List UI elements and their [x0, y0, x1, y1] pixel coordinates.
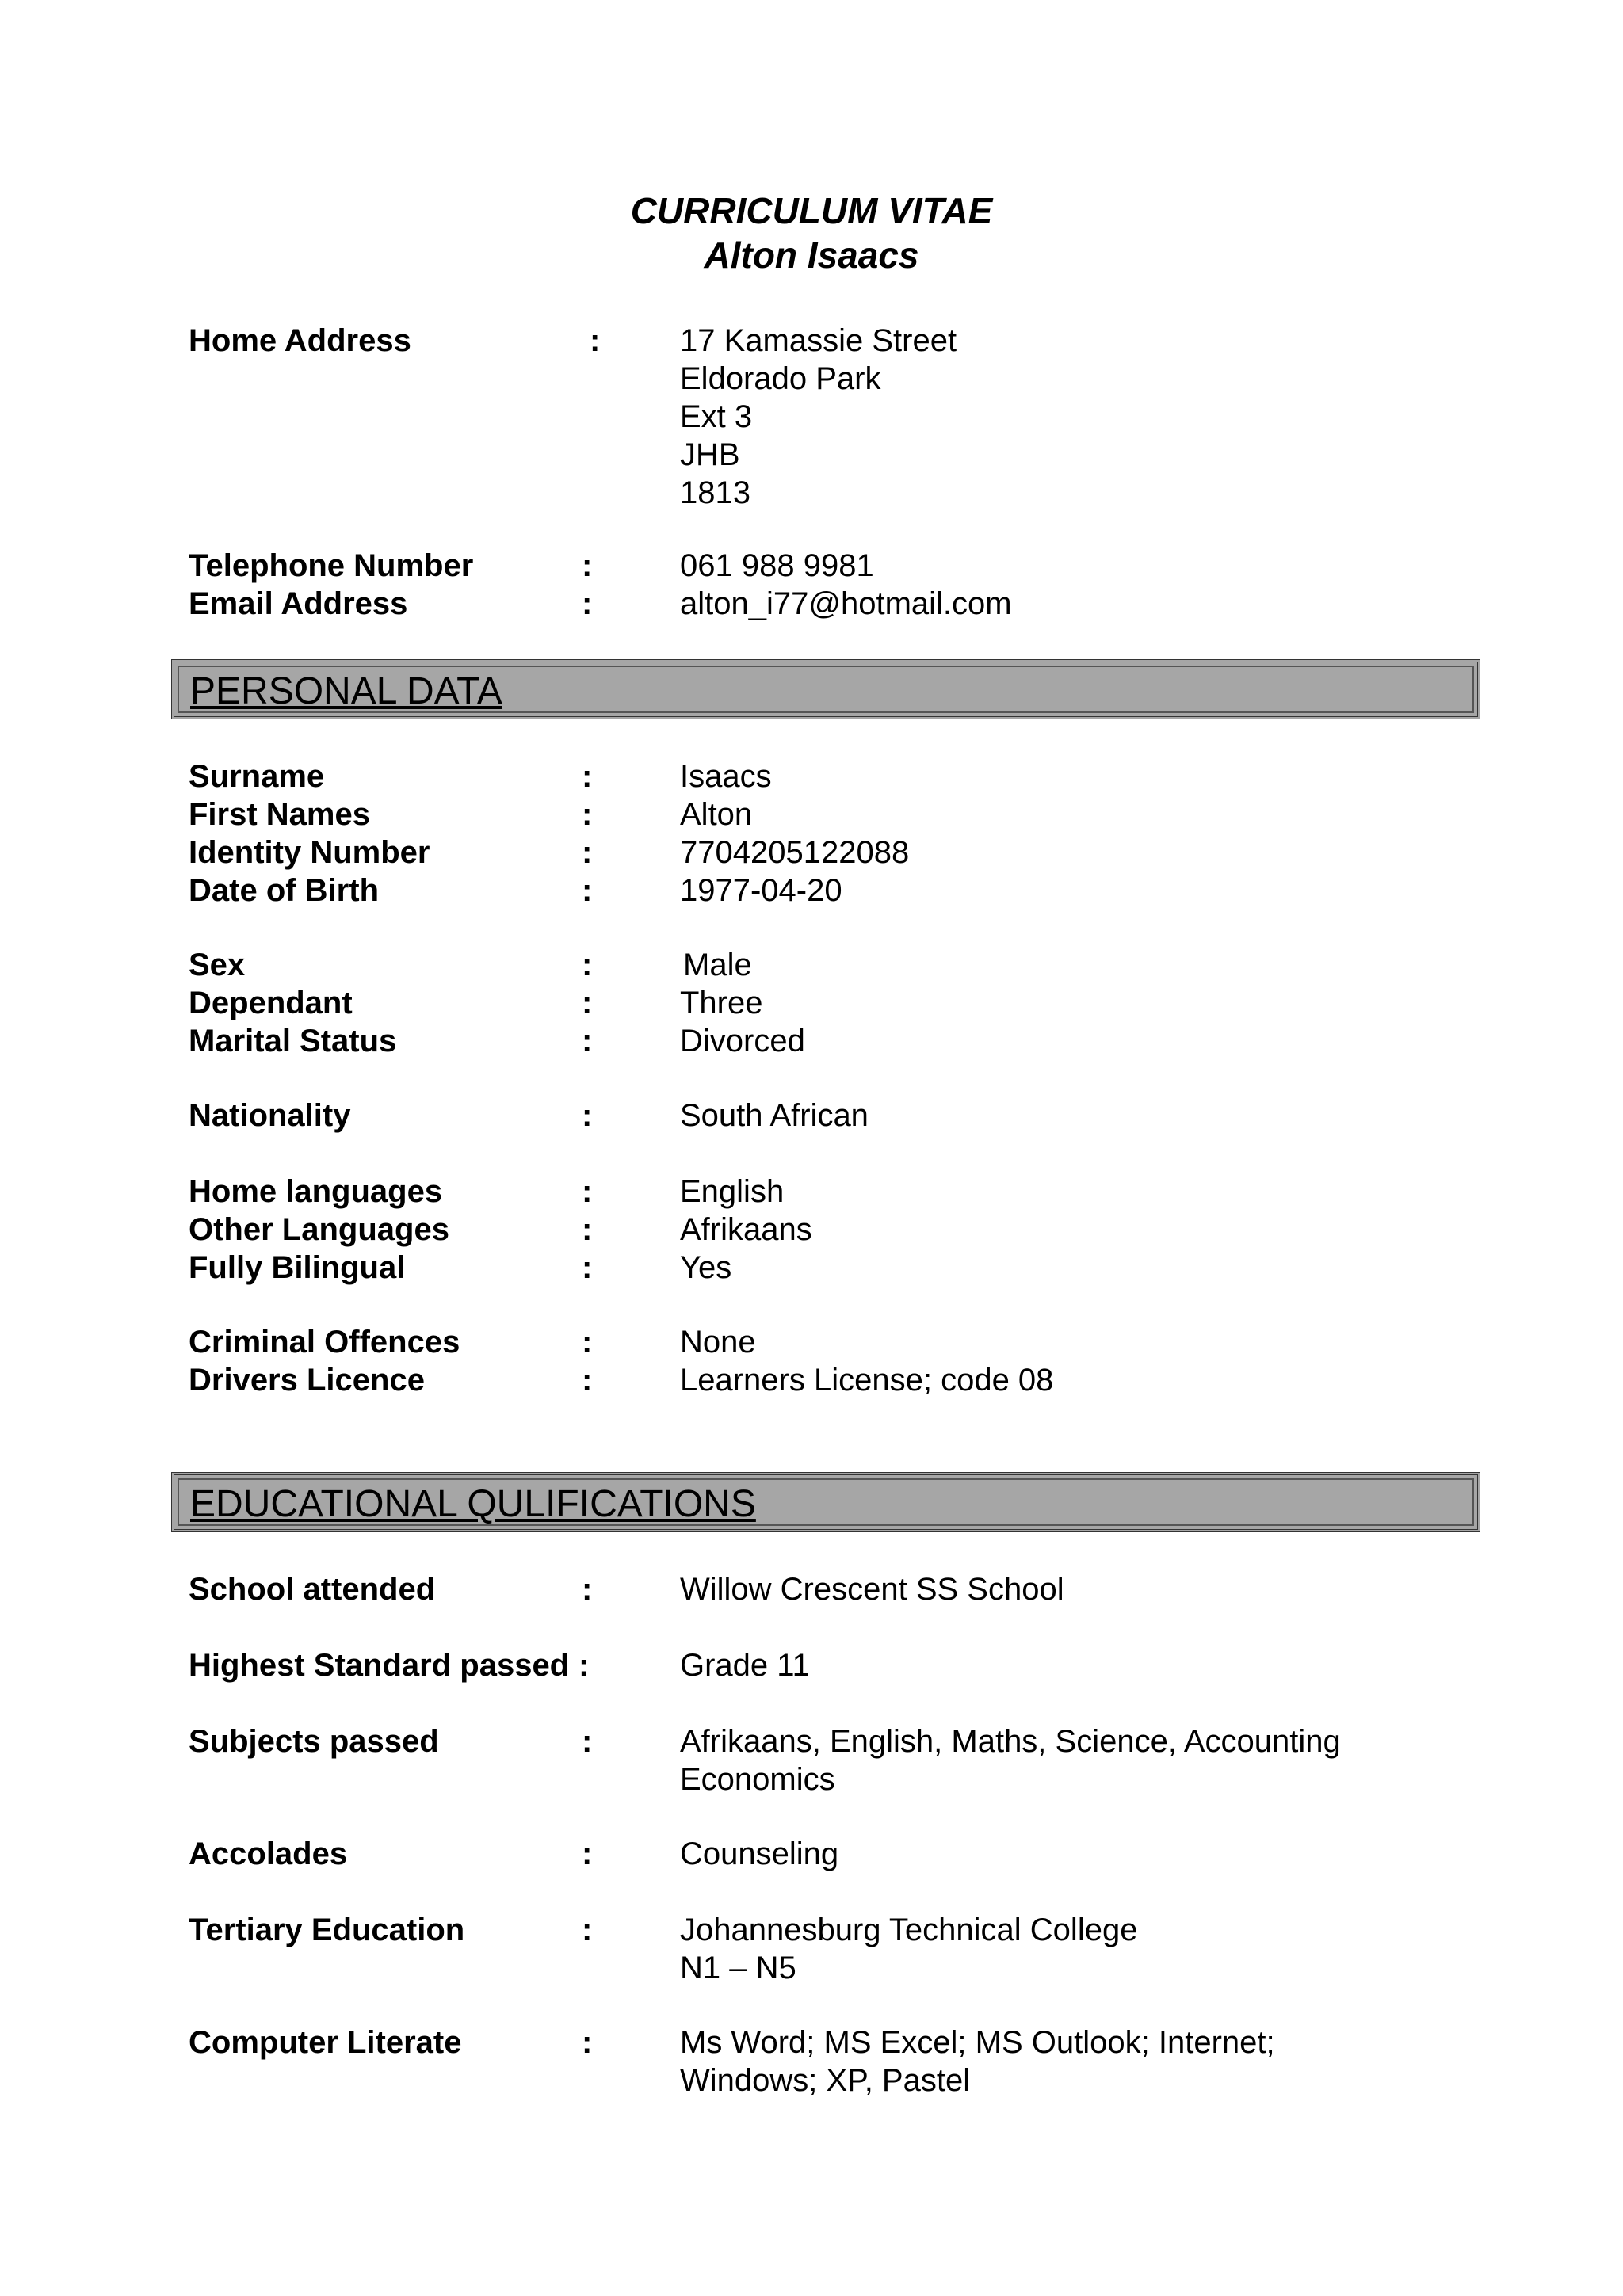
separator: : [582, 873, 593, 908]
separator: : [582, 1325, 593, 1360]
first-names-label: First Names [189, 797, 370, 832]
home-address-label: Home Address [189, 323, 411, 358]
date-of-birth-value: 1977-04-20 [680, 873, 842, 908]
separator: : [582, 1724, 593, 1759]
nationality-value: South African [680, 1098, 869, 1133]
separator: : [582, 1250, 593, 1285]
drivers-licence-row [0, 1361, 1623, 1399]
date-of-birth-row [0, 871, 1623, 910]
home-languages-row [0, 1173, 1623, 1211]
email-label: Email Address [189, 586, 408, 621]
fully-bilingual-row [0, 1249, 1623, 1287]
separator: : [582, 1836, 593, 1871]
computer-line: Windows; XP, Pastel [680, 2063, 971, 2098]
highest-standard-row [0, 1646, 1623, 1684]
email-value: alton_i77@hotmail.com [680, 586, 1012, 621]
subjects-line: Afrikaans, English, Maths, Science, Accounting [680, 1724, 1341, 1759]
telephone-value: 061 988 9981 [680, 548, 874, 583]
personal-data-heading: PERSONAL DATA [190, 670, 502, 712]
address-line: JHB [680, 437, 740, 472]
home-languages-value: English [680, 1174, 785, 1209]
first-names-row [0, 795, 1623, 833]
other-languages-row [0, 1211, 1623, 1249]
address-line: Ext 3 [680, 399, 753, 434]
separator: : [582, 797, 593, 832]
other-languages-value: Afrikaans [680, 1212, 812, 1247]
separator: : [582, 1098, 593, 1133]
tertiary-line: Johannesburg Technical College [680, 1913, 1138, 1947]
dependant-row [0, 984, 1623, 1022]
subjects-passed-value [680, 1722, 1341, 1798]
dependant-value: Three [680, 986, 763, 1020]
drivers-licence-label: Drivers Licence [189, 1363, 425, 1398]
education-heading-bar [171, 1472, 1480, 1532]
home-address-value [680, 322, 957, 512]
separator: : [590, 323, 601, 358]
school-attended-row [0, 1570, 1623, 1608]
fully-bilingual-label: Fully Bilingual [189, 1250, 406, 1285]
email-row [0, 585, 1623, 623]
surname-row [0, 757, 1623, 795]
document-title: CURRICULUM VITAE [630, 190, 993, 231]
nationality-label: Nationality [189, 1098, 351, 1133]
separator: : [582, 2025, 593, 2060]
other-languages-label: Other Languages [189, 1212, 449, 1247]
marital-status-row [0, 1022, 1623, 1060]
computer-literate-value [680, 2023, 1275, 2100]
drivers-licence-value: Learners License; code 08 [680, 1363, 1054, 1398]
school-attended-label: School attended [189, 1572, 436, 1607]
home-languages-label: Home languages [189, 1174, 443, 1209]
criminal-offences-label: Criminal Offences [189, 1325, 460, 1360]
identity-number-value: 7704205122088 [680, 835, 910, 870]
surname-value: Isaacs [680, 759, 772, 794]
sex-row [0, 946, 1623, 984]
school-attended-value: Willow Crescent SS School [680, 1572, 1064, 1607]
identity-number-label: Identity Number [189, 835, 430, 870]
separator: : [582, 1363, 593, 1398]
separator: : [582, 986, 593, 1020]
marital-status-value: Divorced [680, 1024, 805, 1058]
separator: : [582, 586, 593, 621]
marital-status-label: Marital Status [189, 1024, 397, 1058]
separator: : [582, 1572, 593, 1607]
separator: : [579, 1648, 590, 1683]
computer-literate-row [0, 2023, 1623, 2100]
dependant-label: Dependant [189, 986, 353, 1020]
separator: : [582, 1913, 593, 1947]
separator: : [582, 1024, 593, 1058]
tertiary-education-row [0, 1911, 1623, 1987]
tertiary-education-label: Tertiary Education [189, 1913, 465, 1947]
applicant-name: Alton Isaacs [704, 235, 919, 276]
surname-label: Surname [189, 759, 325, 794]
telephone-row [0, 547, 1623, 585]
tertiary-education-value [680, 1911, 1137, 1987]
sex-value: Male [683, 948, 752, 982]
subjects-line: Economics [680, 1762, 835, 1797]
address-line: 1813 [680, 475, 750, 510]
home-address-row [0, 322, 1623, 512]
accolades-value: Counseling [680, 1836, 839, 1871]
separator: : [582, 759, 593, 794]
criminal-offences-value: None [680, 1325, 756, 1360]
subjects-passed-row [0, 1722, 1623, 1798]
nationality-row [0, 1097, 1623, 1135]
tertiary-line: N1 – N5 [680, 1951, 796, 1985]
first-names-value: Alton [680, 797, 753, 832]
identity-number-row [0, 833, 1623, 871]
criminal-offences-row [0, 1323, 1623, 1361]
address-line: Eldorado Park [680, 361, 881, 396]
date-of-birth-label: Date of Birth [189, 873, 379, 908]
separator: : [582, 948, 593, 982]
separator: : [582, 548, 593, 583]
highest-standard-label: Highest Standard passed [189, 1648, 570, 1683]
accolades-label: Accolades [189, 1836, 348, 1871]
telephone-label: Telephone Number [189, 548, 474, 583]
sex-label: Sex [189, 948, 246, 982]
accolades-row [0, 1835, 1623, 1873]
separator: : [582, 835, 593, 870]
separator: : [582, 1212, 593, 1247]
separator: : [582, 1174, 593, 1209]
highest-standard-value: Grade 11 [680, 1648, 810, 1683]
education-heading: EDUCATIONAL QULIFICATIONS [190, 1483, 756, 1525]
computer-line: Ms Word; MS Excel; MS Outlook; Internet; [680, 2025, 1275, 2060]
personal-data-heading-bar [171, 659, 1480, 719]
address-line: 17 Kamassie Street [680, 323, 957, 358]
fully-bilingual-value: Yes [680, 1250, 732, 1285]
computer-literate-label: Computer Literate [189, 2025, 462, 2060]
subjects-passed-label: Subjects passed [189, 1724, 439, 1759]
